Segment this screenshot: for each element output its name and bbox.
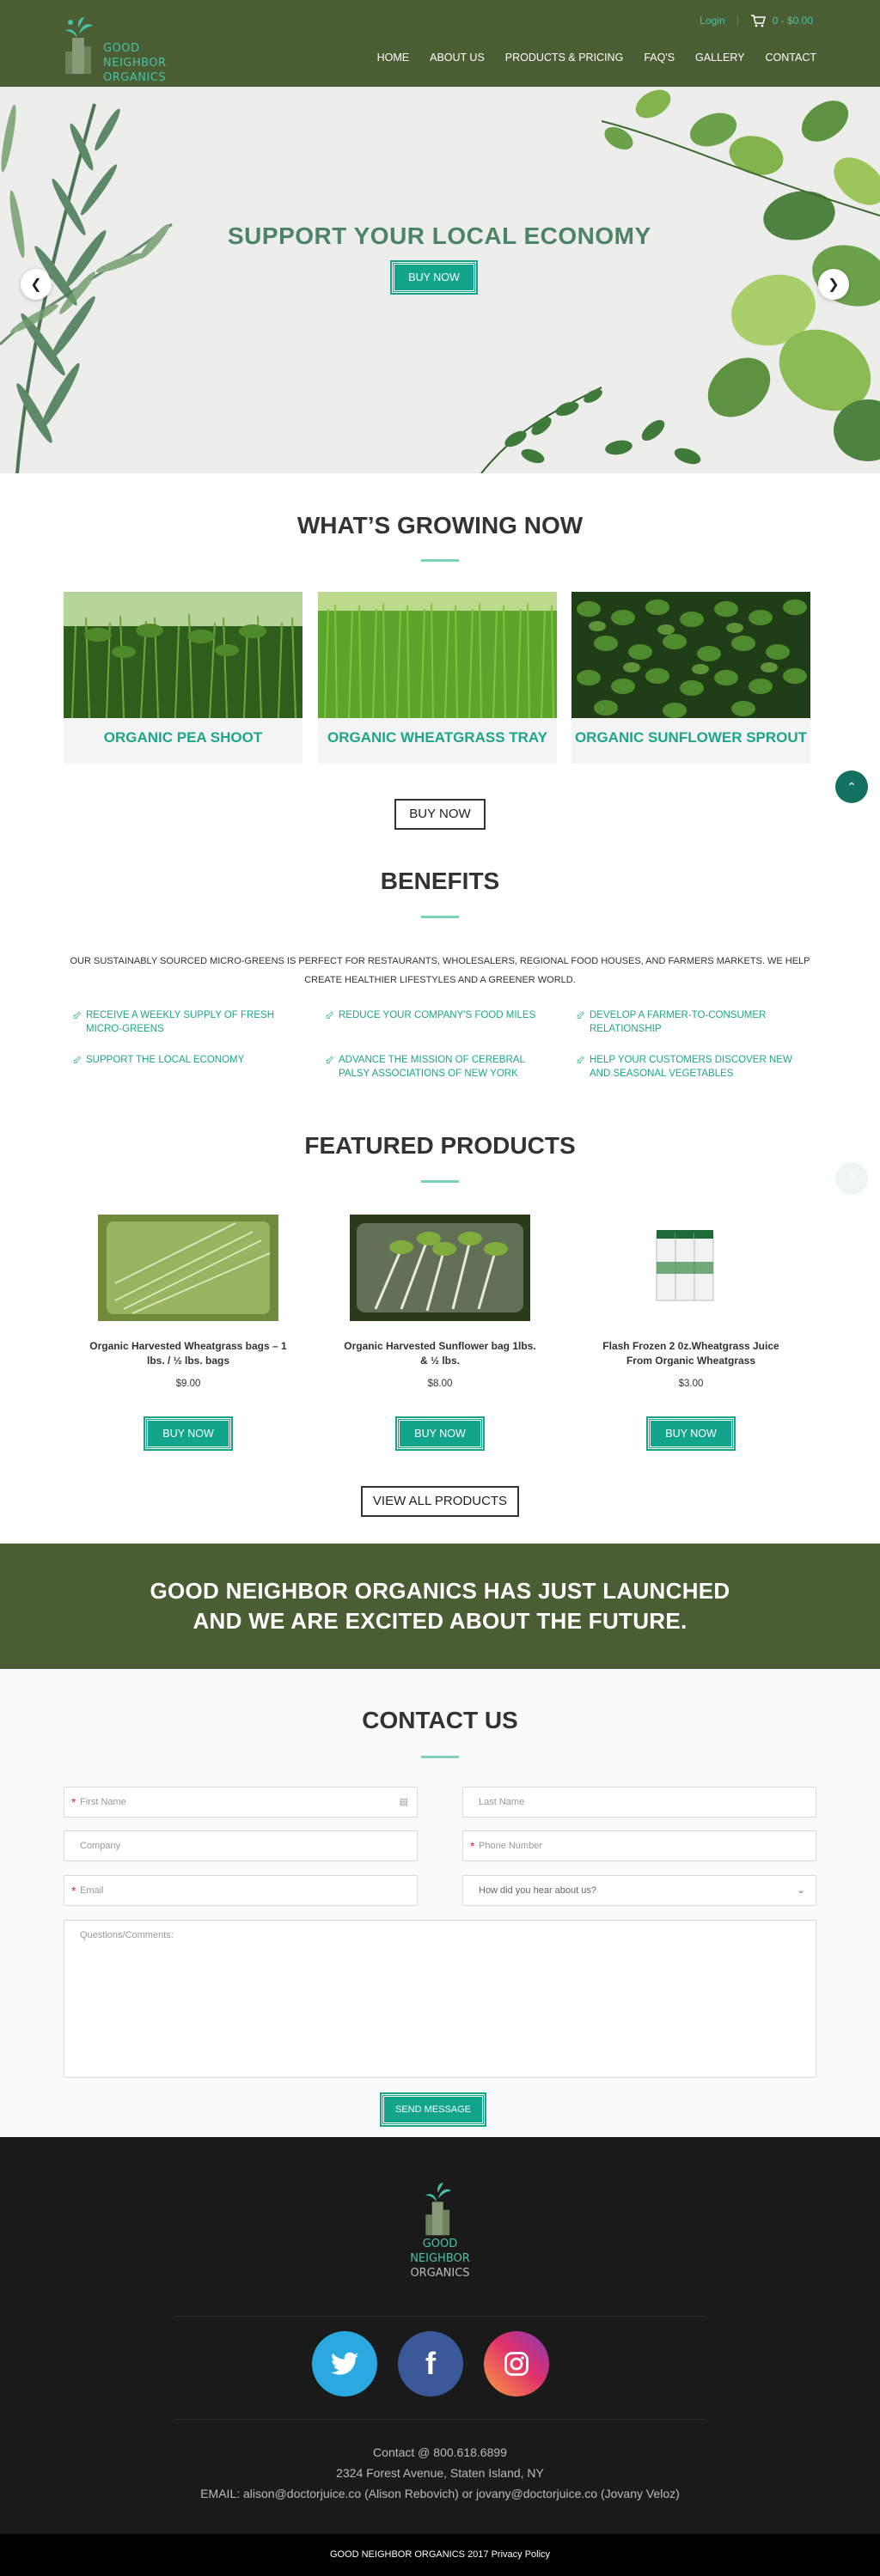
nav-home[interactable]: HOME [376, 52, 410, 64]
cart-total: 0 - $0.00 [772, 15, 813, 27]
login-link[interactable]: Login [700, 15, 725, 27]
benefit-item: ⬃ REDUCE YOUR COMPANY'S FOOD MILES [325, 1008, 536, 1021]
benefit-item: ⬃ DEVELOP A FARMER-TO-CONSUMER RELATIONSHIP [576, 1008, 767, 1034]
product-name[interactable]: Organic Harvested Wheatgrass bags – 1 lbs. / ½ lbs. bags [89, 1340, 287, 1367]
product-buy-now-button[interactable]: BUY NOW [397, 1418, 483, 1449]
chevron-down-icon: ⌄ [797, 1885, 805, 1896]
growing-item-label: ORGANIC PEA SHOOT [103, 729, 263, 746]
product-name[interactable]: Organic Harvested Sunflower bag 1lbs. & ½ lbs. [344, 1340, 536, 1367]
product-price: $3.00 [678, 1379, 704, 1389]
send-message-button[interactable]: SEND MESSAGE [382, 2094, 485, 2125]
benefit-item: ⬃ ADVANCE THE MISSION OF CEREBRAL PALSY ASSOCIATIONS OF NEW YORK [325, 1053, 525, 1079]
instagram-icon [504, 2351, 529, 2377]
growing-section-title: WHAT’S GROWING NOW [296, 512, 584, 539]
pea-shoot-image [64, 592, 302, 718]
featured-product-card[interactable] [89, 1215, 287, 1389]
site-footer [0, 2137, 880, 2534]
required-marker: * [71, 1795, 76, 1809]
wheatgrass-image [318, 592, 557, 718]
wheatgrass-juice-image [601, 1215, 781, 1321]
footer-logo-line-1: GOOD NEIGHBOR [410, 2238, 470, 2265]
growing-card-pea-shoot[interactable] [64, 592, 302, 764]
site-header [0, 0, 880, 87]
benefits-section-title: BENEFITS [380, 868, 500, 894]
footer-address: 2324 Forest Avenue, Staten Island, NY [336, 2466, 544, 2480]
growing-card-wheatgrass[interactable] [318, 592, 557, 764]
last-name-field[interactable]: Last Name [462, 1787, 816, 1818]
nav-faqs[interactable]: FAQ'S [644, 52, 675, 64]
hero-buy-now-button[interactable]: BUY NOW [392, 262, 476, 293]
benefit-item: ⬃ SUPPORT THE LOCAL ECONOMY [72, 1053, 245, 1066]
main-nav [377, 52, 816, 64]
banner-line-2: AND WE ARE EXCITED ABOUT THE FUTURE. [192, 1608, 688, 1634]
product-buy-now-button[interactable]: BUY NOW [145, 1418, 231, 1449]
growing-buy-now-button[interactable]: BUY NOW [394, 799, 486, 830]
footer-divider [175, 2419, 705, 2420]
product-price: $8.00 [427, 1379, 453, 1389]
sunflower-bag-image [350, 1215, 530, 1321]
featured-section-title: FEATURED PRODUCTS [304, 1132, 576, 1159]
lightning-bolt-icon: ⬃ [72, 1008, 82, 1021]
cart-icon [750, 14, 766, 27]
required-marker: * [71, 1884, 76, 1897]
growing-card-sunflower[interactable] [571, 592, 810, 764]
lightning-bolt-icon: ⬃ [576, 1008, 585, 1021]
growing-item-label: ORGANIC WHEATGRASS TRAY [327, 729, 547, 746]
twitter-icon [331, 2352, 358, 2376]
facebook-button[interactable] [398, 2331, 463, 2396]
growing-item-label: ORGANIC SUNFLOWER SPROUT [574, 729, 808, 746]
contact-section-title: CONTACT US [362, 1707, 518, 1733]
footer-logo[interactable] [395, 2175, 485, 2280]
hero-title: SUPPORT YOUR LOCAL ECONOMY [228, 222, 651, 249]
nav-gallery[interactable]: GALLERY [695, 52, 745, 64]
product-name[interactable]: Flash Frozen 2 0z.Wheatgrass Juice From Organic Wheatgrass [602, 1340, 779, 1367]
logo-building-icon [419, 2175, 461, 2238]
product-price: $9.00 [175, 1379, 201, 1389]
footer-contact-info [0, 2442, 880, 2504]
logo-line-1: GOOD NEIGHBOR [103, 42, 167, 70]
phone-field[interactable]: * Phone Number [462, 1830, 816, 1861]
title-underline [421, 559, 459, 562]
footer-divider [175, 2316, 705, 2317]
copyright-bar [0, 2534, 880, 2576]
lightning-bolt-icon: ⬃ [576, 1053, 585, 1066]
scroll-top-button-faded[interactable] [835, 1162, 868, 1195]
view-all-products-button[interactable]: VIEW ALL PRODUCTS [361, 1486, 519, 1517]
benefits-intro-text: OUR SUSTAINABLY SOURCED MICRO-GREENS IS PERFECT FOR RESTAURANTS, WHOLESALERS, REGIONAL FOOD HOUSES, AND FARMERS MARKETS. WE HELP CREATE HEALTHIER LIFESTYLES AND A GREENER WORLD. [70, 956, 810, 985]
scroll-top-button[interactable] [835, 770, 868, 803]
cart-link[interactable] [750, 14, 813, 27]
nav-contact[interactable]: CONTACT [765, 52, 816, 64]
comments-textarea[interactable]: Questions/Comments: [64, 1920, 816, 2078]
divider [737, 15, 738, 26]
site-logo[interactable] [60, 9, 189, 84]
footer-phone: Contact @ 800.618.6899 [373, 2445, 507, 2459]
featured-product-card[interactable] [592, 1215, 790, 1389]
first-name-field[interactable]: * First Name ▤ [64, 1787, 418, 1818]
instagram-button[interactable] [484, 2331, 549, 2396]
lightning-bolt-icon: ⬃ [72, 1053, 82, 1066]
nav-about-us[interactable]: ABOUT US [430, 52, 485, 64]
logo-building-icon [60, 9, 101, 77]
contact-card-icon: ▤ [399, 1797, 408, 1807]
launch-banner [0, 1544, 880, 1669]
banner-line-1: GOOD NEIGHBOR ORGANICS HAS JUST LAUNCHED [150, 1578, 730, 1604]
benefit-item: ⬃ RECEIVE A WEEKLY SUPPLY OF FRESH MICRO-GREENS [72, 1008, 274, 1034]
sunflower-sprout-image [571, 592, 810, 718]
title-underline [421, 916, 459, 918]
facebook-icon: f [425, 2346, 436, 2381]
benefit-item: ⬃ HELP YOUR CUSTOMERS DISCOVER NEW AND SEASONAL VEGETABLES [576, 1053, 792, 1079]
copyright-text[interactable]: GOOD NEIGHBOR ORGANICS 2017 Privacy Policy [329, 2549, 551, 2560]
required-marker: * [470, 1839, 475, 1853]
chevron-up-icon: ⌃ [846, 779, 857, 794]
chevron-left-icon: ❮ [30, 277, 42, 292]
lightning-bolt-icon: ⬃ [325, 1008, 334, 1021]
wheatgrass-bag-image [98, 1215, 278, 1321]
footer-logo-line-2: ORGANICS [410, 2267, 470, 2280]
product-buy-now-button[interactable]: BUY NOW [648, 1418, 734, 1449]
lightning-bolt-icon: ⬃ [325, 1053, 334, 1066]
email-field[interactable]: * Email [64, 1875, 418, 1906]
chevron-up-icon: ⌃ [846, 1171, 857, 1185]
referral-select[interactable]: How did you hear about us? ⌄ [462, 1875, 816, 1906]
slider-next-button[interactable] [818, 269, 849, 300]
title-underline [421, 1180, 459, 1183]
title-underline [421, 1756, 459, 1758]
slider-prev-button[interactable] [21, 269, 52, 300]
hero-slider [0, 87, 880, 473]
featured-product-card[interactable] [341, 1215, 539, 1389]
chevron-right-icon: ❯ [828, 277, 840, 292]
logo-line-2: ORGANICS [103, 71, 167, 84]
twitter-button[interactable] [312, 2331, 377, 2396]
nav-products-pricing[interactable]: PRODUCTS & PRICING [504, 52, 624, 64]
company-field[interactable]: Company [64, 1830, 418, 1861]
footer-email[interactable]: EMAIL: alison@doctorjuice.co (Alison Rebovich) or jovany@doctorjuice.co (Jovany Veloz) [200, 2487, 680, 2500]
top-utility-bar [700, 14, 813, 27]
